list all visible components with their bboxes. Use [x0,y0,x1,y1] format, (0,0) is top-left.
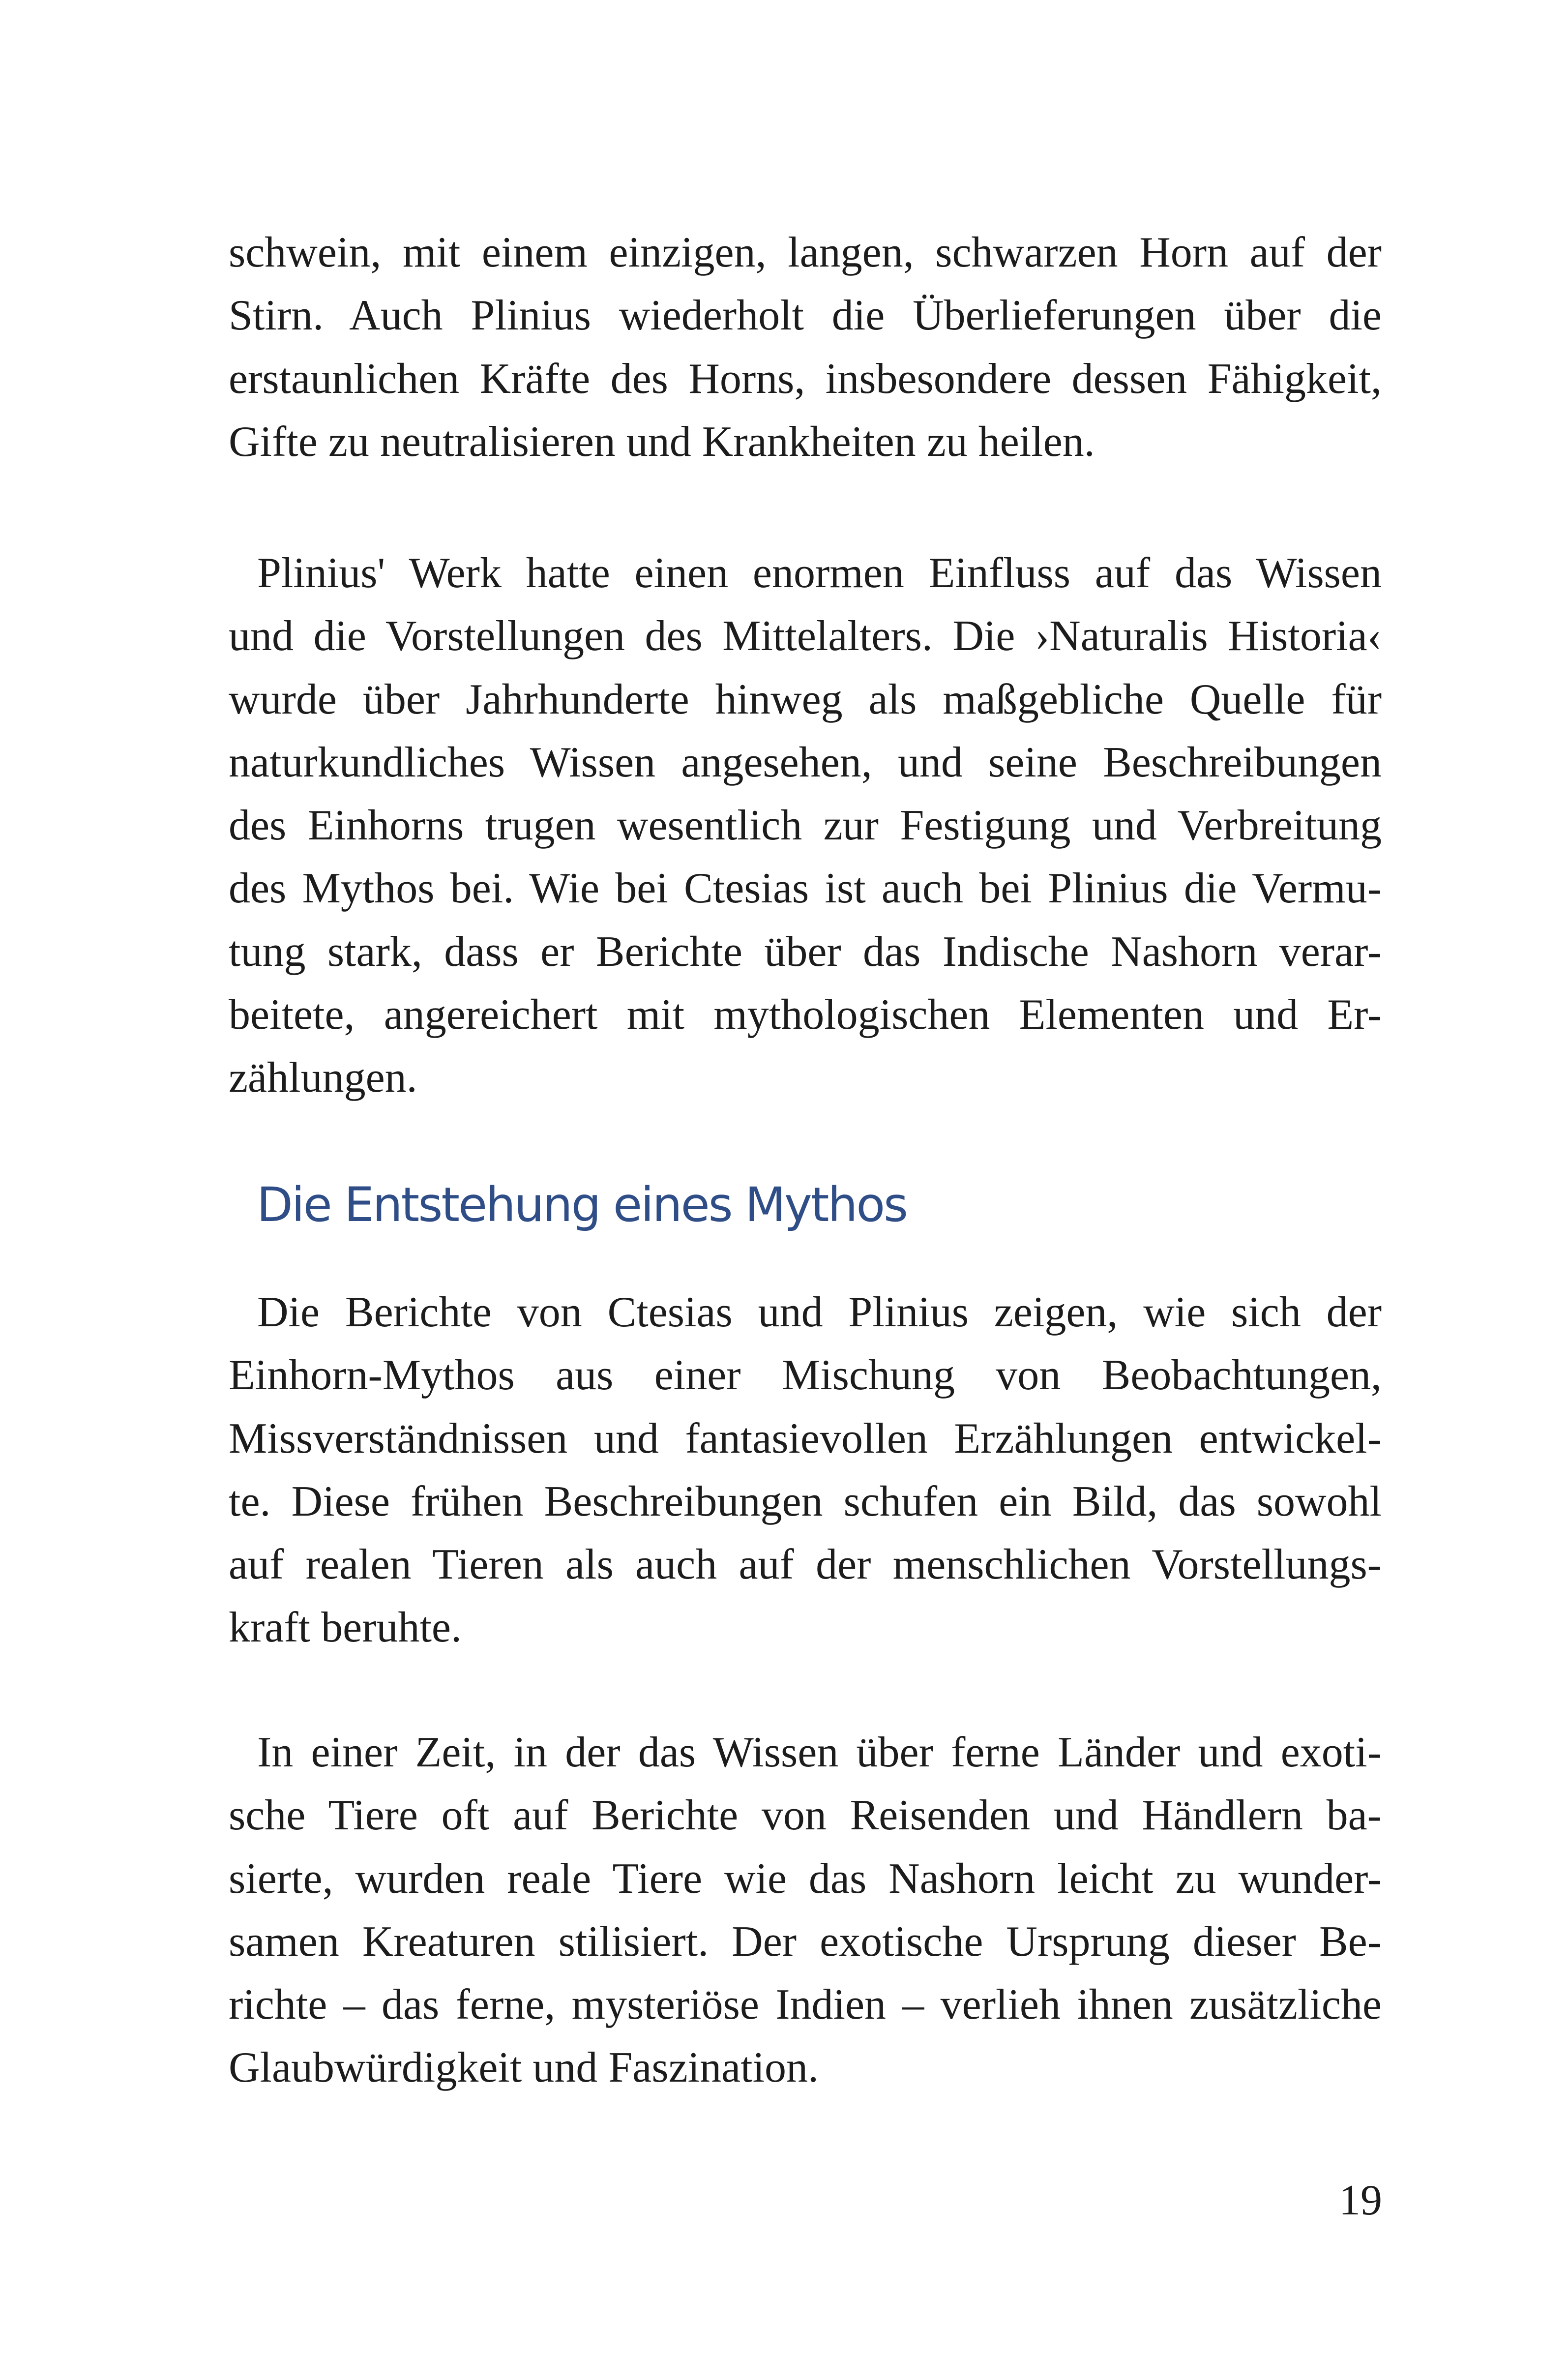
paragraph-4-line-1: In einer Zeit, in der das Wissen über ferne Länder und exoti- [257,1729,1382,1776]
paragraph-1 [229,221,1382,474]
paragraph-4-line-3: sierte, wurden reale Tiere wie das Nashorn leicht zu wunder- [229,1854,1382,1903]
page-number: 19 [1339,2177,1382,2224]
paragraph-2-line-5: des Einhorns trugen wesentlich zur Festigung und Verbreitung [229,802,1382,850]
paragraph-3 [229,1281,1382,1660]
paragraph-2-line-4: naturkundliches Wissen angesehen, und seine Beschreibungen [229,738,1382,786]
paragraph-4-line-5: richte – das ferne, mysteriöse Indien – verlieh ihnen zusätzliche [229,1981,1382,2029]
paragraph-4-line-2: sche Tiere oft auf Berichte von Reisenden und Händlern ba- [229,1791,1382,1840]
paragraph-3-line-2: Einhorn-Mythos aus einer Mischung von Beobachtungen, [229,1351,1382,1400]
paragraph-3-line-4: te. Diese frühen Beschreibungen schufen ein Bild, das sowohl [229,1477,1382,1525]
paragraph-3-line-5: auf realen Tieren als auch auf der menschlichen Vorstellungs- [229,1541,1382,1589]
paragraph-4-line-4: samen Kreaturen stilisiert. Der exotische Ursprung dieser Be- [229,1917,1382,1966]
paragraph-2-line-1: Plinius' Werk hatte einen enormen Einfluss auf das Wissen [257,549,1382,597]
paragraph-1-line-4: Gifte zu neutralisieren und Krankheiten zu heilen. [229,418,1095,466]
paragraph-2-line-7: tung stark, dass er Berichte über das Indische Nashorn verar- [229,927,1382,976]
paragraph-1-line-1: schwein, mit einem einzigen, langen, schwarzen Horn auf der [229,229,1382,276]
paragraph-2-line-6: des Mythos bei. Wie bei Ctesias ist auch bei Plinius die Vermu- [229,865,1382,913]
paragraph-2 [229,542,1382,1110]
paragraph-2-line-3: wurde über Jahrhunderte hinweg als maßgebliche Quelle für [229,675,1382,723]
paragraph-4-line-6: Glaubwürdigkeit und Faszination. [229,2044,819,2092]
paragraph-3-line-3: Missverständnissen und fantasievollen Erzählungen entwickel- [229,1414,1382,1463]
paragraph-2-line-8: beitete, angereichert mit mythologischen Elementen und Er- [229,991,1382,1039]
paragraph-1-line-3: erstaunlichen Kräfte des Horns, insbesondere dessen Fähigkeit, [229,355,1382,403]
section-heading: Die Entstehung eines Mythos [257,1177,907,1232]
paragraph-1-line-2: Stirn. Auch Plinius wiederholt die Überlieferungen über die [229,292,1382,340]
paragraph-3-line-1: Die Berichte von Ctesias und Plinius zeigen, wie sich der [257,1288,1382,1336]
paragraph-4 [229,1721,1382,2100]
paragraph-2-line-9: zählungen. [229,1054,417,1102]
paragraph-3-line-6: kraft beruhte. [229,1604,462,1652]
paragraph-2-line-2: und die Vorstellungen des Mittelalters. Die ›Naturalis Historia‹ [229,612,1382,660]
